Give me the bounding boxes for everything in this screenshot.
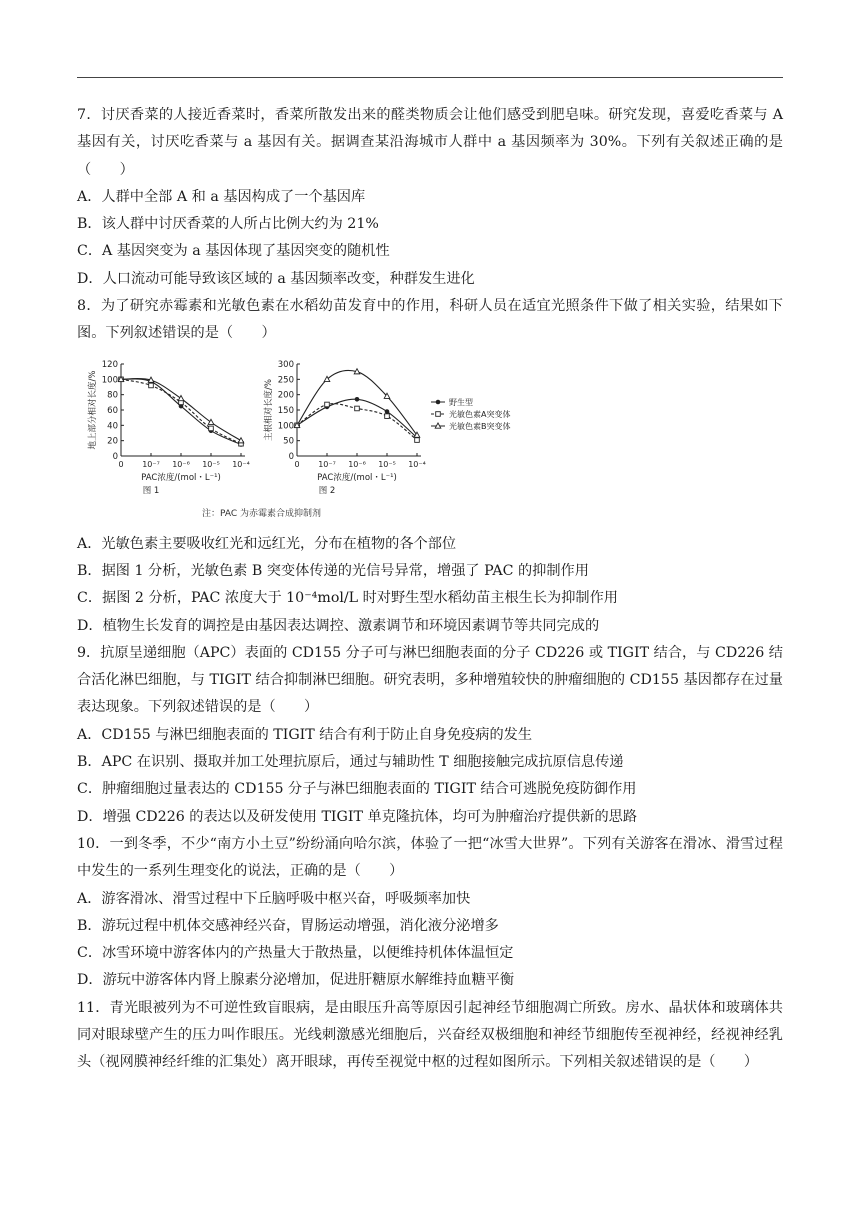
figure-2-x-tick-label: 10⁻⁴: [408, 459, 426, 469]
question-7-option-b: B．该人群中讨厌香菜的人所占比例大约为 21%: [77, 216, 379, 233]
figure-1-series-line-1: [121, 379, 241, 445]
question-9-option-c: C．肿瘤细胞过量表达的 CD155 分子与淋巴细胞表面的 TIGIT 结合可逃脱免疫防御作用: [77, 781, 637, 798]
figure-2-title: 图 2: [318, 485, 336, 494]
figure-2-y-tick-label: 150: [277, 405, 294, 416]
figure-1-x-tick-label: 10⁻⁷: [142, 459, 160, 469]
figure-2-point-square: [325, 402, 330, 407]
legend-marker-square: [436, 411, 441, 416]
question-7-option-d: D．人口流动可能导致该区域的 a 基因频率改变，种群发生进化: [77, 270, 475, 287]
figure-2-y-tick-label: 250: [277, 375, 294, 386]
figure-1-y-tick-label: 100: [101, 375, 118, 386]
header-rule: [77, 77, 783, 78]
figure-1-y-axis-label: 地上部分相对长度/%: [88, 370, 98, 450]
figure-2-x-tick-label: 10⁻⁶: [348, 459, 366, 469]
question-11-stem: 11．青光眼被列为不可逆性致盲眼病，是由眼压升高等原因引起神经节细胞凋亡所致。房水、晶状体和玻璃体共同对眼球壁产生的压力叫作眼压。光线刺激感光细胞后，兴奋经双极细胞和神经节细胞传至视神经，经视神经乳头（视网膜神经纤维的汇集处）离开眼球，再传至视觉中枢的过程如图所示。下列相关叙述错误的是（ ）: [77, 999, 783, 1071]
question-10-option-d: D．游玩中游客体内肾上腺素分泌增加，促进肝糖原水解维持血糖平衡: [77, 972, 515, 989]
figure-2-x-tick-label: 10⁻⁷: [318, 459, 336, 469]
figure-2-series-line-3: [297, 370, 417, 435]
figure-2-point-square: [415, 437, 420, 442]
figure-1-x-tick-label: 0: [118, 459, 124, 469]
figure-1-series-line-2: [121, 379, 241, 443]
figure-1-y-tick-label: 60: [107, 405, 118, 416]
question-9-option-b: B．APC 在识别、摄取并加工处理抗原后，通过与辅助性 T 细胞接触完成抗原信息传递: [77, 754, 624, 771]
figure-1-title: 图 1: [142, 485, 160, 494]
question-7-option-c: C．A 基因突变为 a 基因体现了基因突变的随机性: [77, 243, 390, 260]
figure-1-point-square: [149, 383, 154, 388]
question-10-option-b: B．游玩过程中机体交感神经兴奋，胃肠运动增强，消化液分泌增多: [77, 917, 499, 934]
legend-label: 野生型: [449, 397, 473, 407]
figure-note: 注：PAC 为赤霉素合成抑制剂: [202, 508, 321, 519]
figure-1-chart: [87, 354, 257, 494]
question-8-stem: 8．为了研究赤霉素和光敏色素在水稻幼苗发育中的作用，科研人员在适宜光照条件下做了相关实验，结果如下图。下列叙述错误的是（ ）: [77, 298, 783, 342]
figure-2-series-line-1: [297, 399, 417, 437]
figure-1-y-tick-label: 120: [101, 359, 118, 370]
figure-2-y-tick-label: 300: [277, 359, 294, 370]
figure-2-y-tick-label: 100: [277, 421, 294, 432]
figure-2-y-tick-label: 0: [288, 451, 294, 462]
figure-1-x-tick-label: 10⁻⁵: [202, 459, 220, 469]
figure-1-y-tick-label: 80: [107, 390, 118, 401]
figure-2-y-tick-label: 50: [283, 436, 294, 447]
figure-2-x-tick-label: 0: [294, 459, 300, 469]
figure-2-point-circle: [385, 409, 390, 414]
question-10-stem: 10．一到冬季，不少“南方小土豆”纷纷涌向哈尔滨，体验了一把“冰雪大世界”。下列有关游客在滑冰、滑雪过程中发生的一系列生理变化的说法，正确的是（ ）: [77, 835, 783, 880]
question-8-option-d: D．植物生长发育的调控是由基因表达调控、激素调节和环境因素调节等共同完成的: [77, 617, 600, 634]
question-8-option-c: C．据图 2 分析，PAC 浓度大于 10⁻⁴mol/L 时对野生型水稻幼苗主根生长为抑制作用: [77, 590, 618, 607]
question-8-option-a: A．光敏色素主要吸收红光和远红光，分布在植物的各个部位: [77, 535, 457, 552]
figure-1-series-line-3: [121, 378, 241, 440]
figure-2-y-tick-label: 200: [277, 390, 294, 401]
figure-1-y-tick-label: 40: [107, 421, 118, 432]
question-7-stem: 7．讨厌香菜的人接近香菜时，香菜所散发出来的醛类物质会让他们感受到肥皂味。研究发现，喜爱吃香菜与 A 基因有关，讨厌吃香菜与 a 基因有关。据调查某沿海城市人群中 a 基因频率为 30%。下列有关叙述正确的是（ ）: [77, 107, 783, 178]
question-9-stem: 9．抗原呈递细胞（APC）表面的 CD155 分子可与淋巴细胞表面的分子 CD226 或 TIGIT 结合，与 CD226 结合活化淋巴细胞，与 TIGIT 结合抑制淋巴细胞。研究表明，多种增殖较快的肿瘤细胞的 CD155 基因都存在过量表达现象。下列叙述错误的是（ ）: [77, 644, 783, 716]
legend-marker-circle: [436, 399, 441, 404]
figure-1-x-axis-label: PAC浓度/(mol・L⁻¹): [141, 472, 221, 483]
question-10-option-c: C．冰雪环境中游客体内的产热量大于散热量，以便维持机体体温恒定: [77, 945, 514, 962]
figure-1-x-tick-label: 10⁻⁶: [172, 459, 190, 469]
figure-1-point-triangle: [178, 395, 184, 400]
question-9-option-a: A．CD155 与淋巴细胞表面的 TIGIT 结合有利于防止自身免疫病的发生: [77, 726, 533, 743]
figure-2-chart: [263, 354, 543, 494]
figure-2-x-tick-label: 10⁻⁵: [378, 459, 396, 469]
figure-1-x-tick-label: 10⁻⁴: [232, 459, 250, 469]
figure-2-x-axis-label: PAC浓度/(mol・L⁻¹): [317, 472, 397, 483]
exam-content: [77, 102, 783, 1077]
figure-2-point-circle: [355, 397, 360, 402]
question-8-figure: [77, 352, 783, 527]
figure-2-point-square: [385, 414, 390, 419]
question-8-option-b: B．据图 1 分析，光敏色素 B 突变体传递的光信号异常，增强了 PAC 的抑制作用: [77, 562, 589, 579]
figure-2-point-square: [355, 406, 360, 411]
question-10-option-a: A．游客滑冰、滑雪过程中下丘脑呼吸中枢兴奋，呼吸频率加快: [77, 890, 471, 907]
figure-2-y-axis-label: 主根相对长度/%: [264, 378, 274, 441]
question-9-option-d: D．增强 CD226 的表达以及研发使用 TIGIT 单克隆抗体，均可为肿瘤治疗提供新的思路: [77, 808, 638, 825]
figure-1-y-tick-label: 0: [112, 451, 118, 462]
legend-label: 光敏色素B突变体: [449, 421, 511, 431]
legend-label: 光敏色素A突变体: [449, 409, 511, 419]
figure-1-point-triangle: [238, 437, 244, 442]
question-7-option-a: A．人群中全部 A 和 a 基因构成了一个基因库: [77, 188, 366, 205]
figure-1-point-square: [209, 426, 214, 431]
figure-1-point-triangle: [208, 419, 214, 424]
figure-1-y-tick-label: 20: [107, 436, 118, 447]
